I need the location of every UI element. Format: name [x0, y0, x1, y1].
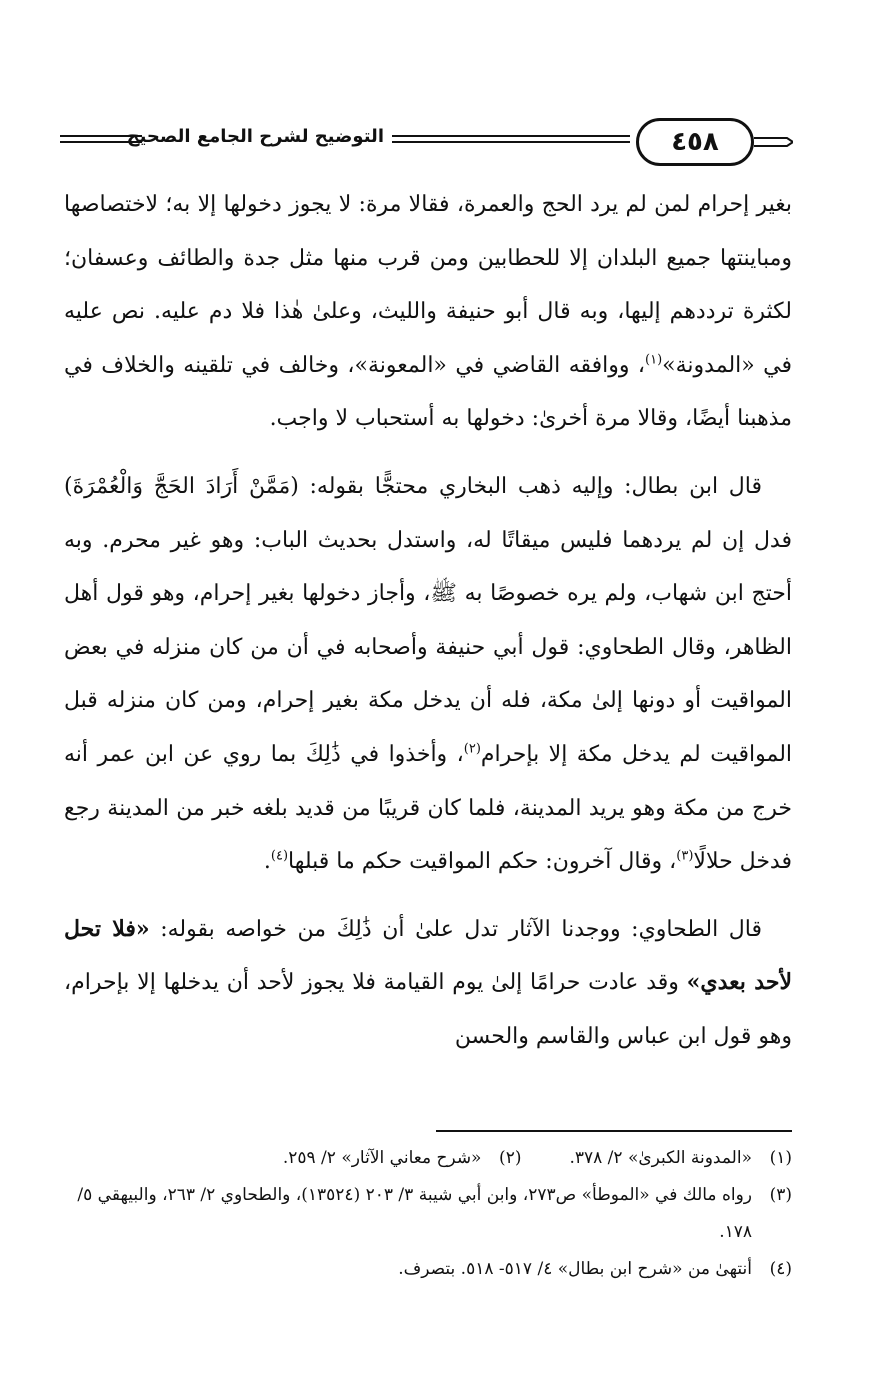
page-number-ornament — [754, 136, 793, 148]
footnote-1 — [569, 1140, 792, 1177]
footnote-3 — [64, 1177, 792, 1251]
running-title: التوضيح لشرح الجامع الصحيح — [126, 126, 384, 147]
footnote-ref-3[interactable]: (٣) — [676, 848, 694, 864]
page-header — [60, 118, 793, 170]
text-run: ، وقال آخرون: حكم المواقيت حكم ما قبلها — [288, 849, 677, 875]
footnote-ref-1[interactable]: (١) — [645, 352, 663, 368]
footnote-number: (١) — [769, 1148, 792, 1168]
footnote-ref-2[interactable]: (٢) — [463, 741, 481, 757]
footnote-text: رواه مالك في «الموطأ» ص٢٧٣، وابن أبي شيبة ٣/ ٢٠٣ (١٣٥٢٤)، والطحاوي ٢/ ٢٦٣، والبيهقي ٥/ ١٧٨. — [77, 1185, 752, 1242]
hadith-quote: «فلا تحل لأحد بعدي» — [64, 915, 793, 996]
page-number: ٤٥٨ — [636, 118, 754, 166]
main-text — [64, 178, 792, 1064]
text-run: قال ابن بطال: وإليه ذهب البخاري محتجًّا بقوله: (مَمَّنْ أَرَادَ الحَجَّ وَالْعُمْرَةَ) فدل إن لم يردهما فليس ميقاتًا له، واستدل بحديث الباب: وهو غير محرم. وبه أحتج ابن شهاب، ولم يره خصوصًا به ﷺ، وأجاز دخولها بغير إحرام، وهو قول أهل الظاهر، وقال الطحاوي: قول أبي حنيفة وأصحابه في أن من كان منزله في بعض المواقيت أو دونها إلىٰ مكة، فله أن يدخل مكة بغير إحرام، ومن كان منزله قبل المواقيت لم يدخل مكة إلا بإحرام — [64, 473, 793, 767]
footnote-separator — [436, 1130, 792, 1132]
footnote-text: «المدونة الكبرىٰ» ٢/ ٣٧٨. — [569, 1148, 752, 1168]
footnote-4 — [64, 1251, 792, 1288]
footnote-number: (٤) — [769, 1259, 792, 1279]
text-run: ، ووافقه القاضي في «المعونة»، وخالف في تلقينه والخلاف في مذهبنا أيضًا، وقالا مرة أخرىٰ: دخولها به أستحباب لا واجب. — [64, 352, 792, 432]
footnote-number: (٣) — [769, 1185, 792, 1205]
footnote-text: «شرح معاني الآثار» ٢/ ٢٥٩. — [282, 1148, 482, 1168]
footnote-number: (٢) — [499, 1148, 522, 1168]
text-run: ، وأخذوا في ذَٰلِكَ بما روي عن ابن عمر أنه خرج من مكة وهو يريد المدينة، فلما كان قريبًا من قديد بلغه خبر من المدينة رجع فدخل حلالًا — [64, 741, 792, 875]
text-run: قال الطحاوي: ووجدنا الآثار تدل علىٰ أن ذَٰلِكَ من خواصه بقوله: — [149, 916, 762, 942]
text-run: . — [263, 849, 271, 875]
footnote-row — [64, 1140, 792, 1177]
paragraph-3 — [64, 903, 792, 1064]
footnote-ref-4[interactable]: (٤) — [270, 848, 289, 864]
text-run: وقد عادت حرامًا إلىٰ يوم القيامة فلا يجوز لأحد أن يدخلها إلا بإحرام، وهو قول ابن عباس والقاسم والحسن — [64, 970, 792, 1049]
footnotes — [64, 1140, 792, 1288]
text-run: بغير إحرام لمن لم يرد الحج والعمرة، فقالا مرة: لا يجوز دخولها إلا به؛ لاختصاصها ومباينتها جميع البلدان إلا للحطابين ومن قرب منها مثل جدة والطائف وعسفان؛ لكثرة ترددهم إليها، وبه قال أبو حنيفة والليث، وعلىٰ هٰذا فلا دم عليه. نص عليه في «المدونة» — [64, 192, 793, 378]
paragraph-1 — [64, 178, 792, 446]
footnote-text: أنتهىٰ من «شرح ابن بطال» ٤/ ٥١٧- ٥١٨. بتصرف. — [398, 1259, 752, 1279]
footnote-2 — [283, 1140, 522, 1177]
paragraph-2 — [64, 460, 792, 889]
header-rule-middle — [392, 135, 630, 149]
